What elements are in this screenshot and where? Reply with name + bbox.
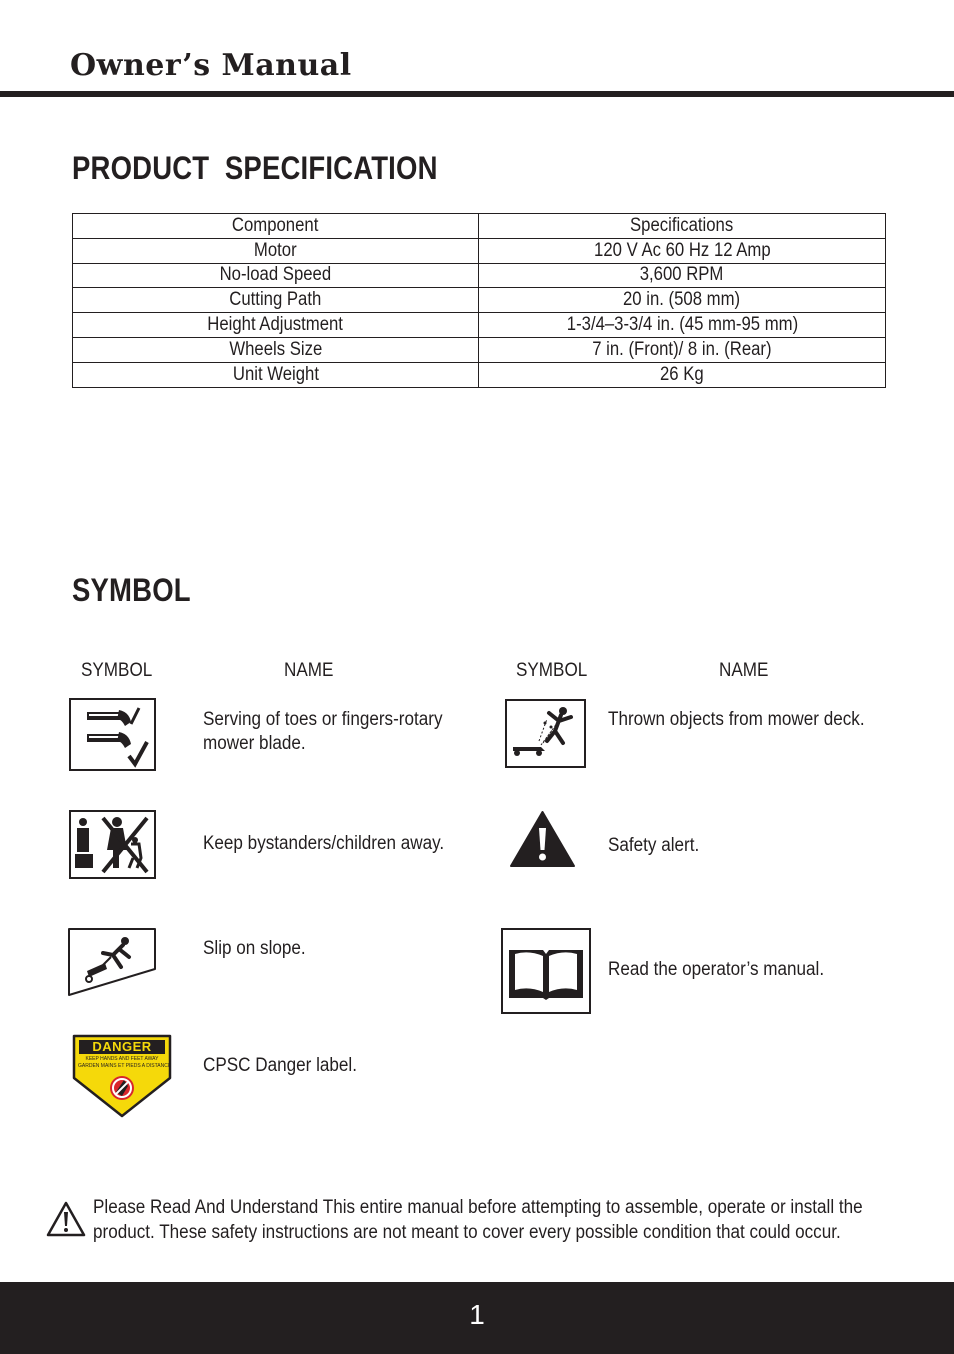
spec-section-title: PRODUCT SPECIFICATION [72, 150, 438, 186]
table-header-cell: Component [73, 214, 479, 239]
table-row [73, 263, 886, 288]
danger-label-line: KEEP HANDS AND FEET AWAY [85, 1056, 159, 1062]
table-row [73, 288, 886, 313]
symbol-name: Read the operator’s manual. [608, 959, 825, 980]
symbol-name: Thrown objects from mower deck. [608, 709, 865, 730]
symbol-name: Slip on slope. [203, 938, 306, 959]
table-row [73, 313, 886, 338]
table-row [73, 337, 886, 362]
table-cell: Cutting Path [73, 288, 479, 313]
table-header-cell: Specifications [479, 214, 886, 239]
symbol-name: Keep bystanders/children away. [203, 833, 445, 854]
table-cell: 3,600 RPM [479, 263, 886, 288]
table-cell: 7 in. (Front)/ 8 in. (Rear) [479, 337, 886, 362]
column-header-symbol: SYMBOL [516, 660, 588, 681]
page-number: 1 [469, 1299, 485, 1330]
column-header-name: NAME [719, 660, 769, 681]
table-cell: 26 Kg [479, 362, 886, 387]
column-header-symbol: SYMBOL [81, 660, 153, 681]
manual-title: Owner’s Manual [70, 48, 352, 83]
slope-icon [67, 927, 157, 997]
spec-table [72, 213, 886, 388]
table-cell: Wheels Size [73, 337, 479, 362]
table-cell: 120 V Ac 60 Hz 12 Amp [479, 238, 886, 263]
symbol-section-title: SYMBOL [72, 572, 191, 608]
column-header-name: NAME [284, 660, 334, 681]
table-header-row [73, 214, 886, 239]
blade-cut-icon [69, 698, 156, 771]
thrown-objects-icon [505, 699, 586, 768]
table-row [73, 362, 886, 387]
manual-book-icon [501, 928, 591, 1014]
table-cell: 1-3/4–3-3/4 in. (45 mm-95 mm) [479, 313, 886, 338]
table-cell: Height Adjustment [73, 313, 479, 338]
symbol-name: CPSC Danger label. [203, 1055, 357, 1076]
table-cell: 20 in. (508 mm) [479, 288, 886, 313]
symbol-name: Serving of toes or fingers-rotary mower blade. [203, 709, 443, 754]
safety-alert-icon [509, 810, 576, 868]
safety-note: Please Read And Understand This entire manual before attempting to assemble, operate or install the product. These safety instructions are not meant to cover every possible condition that could occur. [93, 1197, 863, 1243]
bystanders-icon [69, 810, 156, 879]
table-cell: No-load Speed [73, 263, 479, 288]
danger-label-icon [72, 1034, 172, 1118]
table-cell: Motor [73, 238, 479, 263]
danger-label-line: GARDEN MAINS ET PIEDS A DISTANCE [78, 1063, 172, 1069]
header-rule [0, 91, 954, 97]
danger-label-heading: DANGER [92, 1039, 152, 1054]
symbol-name: Safety alert. [608, 835, 700, 856]
table-cell: Unit Weight [73, 362, 479, 387]
warning-triangle-icon [45, 1200, 87, 1238]
table-row [73, 238, 886, 263]
